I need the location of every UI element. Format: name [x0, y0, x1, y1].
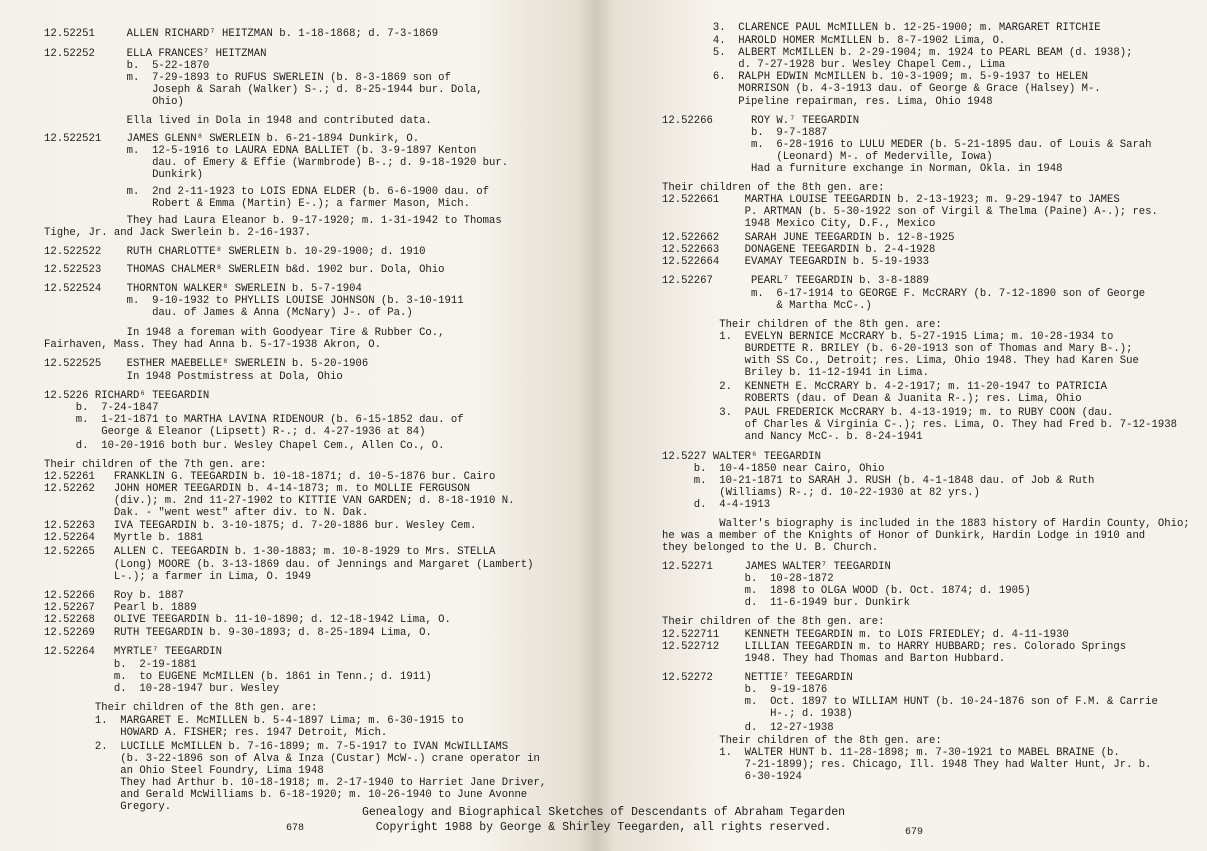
left-page-text-line: George & Eleanor (Lipsett) R-.; d. 4-27-1936 at 84) — [44, 426, 426, 438]
left-page-text-line: 12.522524 THORNTON WALKER⁸ SWERLEIN b. 5-7-1904 — [44, 283, 362, 295]
right-page-text-line: d. 11-6-1949 bur. Dunkirk — [662, 597, 910, 609]
left-page — [0, 0, 596, 851]
right-page-text-line: b. 10-28-1872 — [662, 573, 834, 585]
right-page-text-line: d. 12-27-1938 — [662, 722, 834, 734]
right-page-text-line: Their children of the 8th gen. are: — [662, 182, 885, 194]
right-page-text-line: 1948. They had Thomas and Barton Hubbard. — [662, 653, 1006, 665]
left-page-number: 678 — [286, 823, 305, 834]
left-page-text-line: 12.522522 RUTH CHARLOTTE⁸ SWERLEIN b. 10-29-1900; d. 1910 — [44, 246, 426, 258]
right-page-text-line: m. Oct. 1897 to WILLIAM HUNT (b. 10-24-1876 son of F.M. & Carrie — [662, 696, 1158, 708]
right-page-text-line: 12.52267 PEARL⁷ TEEGARDIN b. 3-8-1889 — [662, 275, 930, 287]
right-page-text-line: 7-21-1899); res. Chicago, Ill. 1948 They had Walter Hunt, Jr. b. — [662, 759, 1152, 771]
right-page-text-line: Had a furniture exchange in Norman, Okla. in 1948 — [662, 163, 1063, 175]
right-page-text-line: Their children of the 8th gen. are: — [662, 319, 942, 331]
right-page-text-line: Their children of the 8th gen. are: — [662, 735, 942, 747]
left-page-text-line: 12.5226 RICHARD⁶ TEEGARDIN — [44, 390, 210, 402]
right-page-text-line: Their children of the 8th gen. are: — [662, 616, 885, 628]
left-page-text-line: dau. of James & Anna (McNary) J-. of Pa.) — [44, 307, 413, 319]
left-page-text-line: 1. MARGARET E. McMILLEN b. 5-4-1897 Lima; m. 6-30-1915 to — [44, 715, 464, 727]
left-page-text-line: They had Laura Eleanor b. 9-17-1920; m. 1-31-1942 to Thomas — [44, 215, 502, 227]
right-page-text-line: ROBERTS (dau. of Dean & Juanita R-.); res. Lima, Ohio — [662, 393, 1082, 405]
right-page-text-line: Pipeline repairman, res. Lima, Ohio 1948 — [662, 96, 993, 108]
right-page-text-line: m. 10-21-1871 to SARAH J. RUSH (b. 4-1-1848 dau. of Job & Ruth — [662, 475, 1095, 487]
left-page-text-line: Robert & Emma (Martin) E-.); a farmer Mason, Mich. — [44, 198, 470, 210]
right-page-text-line: 12.522711 KENNETH TEEGARDIN m. to LOIS FRIEDLEY; d. 4-11-1930 — [662, 629, 1069, 641]
right-page-text-line: b. 9-19-1876 — [662, 684, 828, 696]
left-page-text-line: (Long) MOORE (b. 3-13-1869 dau. of Jennings and Margaret (Lambert) — [44, 559, 534, 571]
right-page-text-line: 12.522662 SARAH JUNE TEEGARDIN b. 12-8-1925 — [662, 232, 955, 244]
right-page-text-line: (Leonard) M-. of Mederville, Iowa) — [662, 151, 993, 163]
right-page-text-line: m. 1898 to OLGA WOOD (b. Oct. 1874; d. 1905) — [662, 585, 1031, 597]
left-page-text-line: Their children of the 8th gen. are: — [44, 702, 318, 714]
left-page-text-line: 2. LUCILLE McMILLEN b. 7-16-1899; m. 7-5-1917 to IVAN McWILLIAMS — [44, 741, 509, 753]
right-page-text-line: & Martha McC-.) — [662, 300, 872, 312]
left-page-text-line: Joseph & Sarah (Walker) S-.; d. 8-25-1944 bur. Dola, — [44, 84, 483, 96]
left-page-text-line: (b. 3-22-1896 son of Alva & Inza (Custar) McW-.) crane operator in — [44, 753, 540, 765]
right-page-text-line: 6. RALPH EDWIN McMILLEN b. 10-3-1909; m. 5-9-1937 to HELEN — [662, 71, 1088, 83]
left-page-text-line: 12.52265 ALLEN C. TEEGARDIN b. 1-30-1883; m. 10-8-1929 to Mrs. STELLA — [44, 546, 496, 558]
left-page-text-line: HOWARD A. FISHER; res. 1947 Detroit, Mich. — [44, 727, 388, 739]
left-page-text-line: 12.52264 MYRTLE⁷ TEEGARDIN — [44, 646, 223, 658]
left-page-text-line: dau. of Emery & Effie (Warmbrode) B-.; d. 9-18-1920 bur. — [44, 157, 509, 169]
left-page-text-line: 12.52269 RUTH TEEGARDIN b. 9-30-1893; d. 8-25-1894 Lima, O. — [44, 627, 432, 639]
right-page-text-line: 12.522664 EVAMAY TEEGARDIN b. 5-19-1933 — [662, 256, 930, 268]
right-page-text-line: 4. HAROLD HOMER McMILLEN b. 8-7-1902 Lima, O. — [662, 35, 1006, 47]
left-page-text-line: 12.52252 ELLA FRANCES⁷ HEITZMAN — [44, 48, 267, 60]
left-page-text-line: m. 9-10-1932 to PHYLLIS LOUISE JOHNSON (b. 3-10-1911 — [44, 295, 464, 307]
right-page-text-line: 6-30-1924 — [662, 771, 802, 783]
right-page-text-line: 12.5227 WALTER⁶ TEEGARDIN — [662, 451, 821, 463]
right-page-text-line: H-.; d. 1938) — [662, 708, 853, 720]
right-page-text-line: MORRISON (b. 4-3-1913 dau. of George & Grace (Halsey) M-. — [662, 83, 1101, 95]
left-page-text-line: Their children of the 7th gen. are: — [44, 459, 267, 471]
right-page-text-line: d. 4-4-1913 — [662, 499, 771, 511]
left-page-text-line: 12.52266 Roy b. 1887 — [44, 590, 184, 602]
right-page-text-line: d. 7-27-1928 bur. Wesley Chapel Cem., Lima — [662, 59, 1006, 71]
left-page-text-line: Fairhaven, Mass. They had Anna b. 5-17-1938 Akron, O. — [44, 339, 381, 351]
right-page-text-line: 1948 Mexico City, D.F., Mexico — [662, 218, 936, 230]
right-page-text-line: m. 6-17-1914 to GEORGE F. McCRARY (b. 7-12-1890 son of George — [662, 288, 1146, 300]
left-page-text-line: In 1948 a foreman with Goodyear Tire & Rubber Co., — [44, 327, 445, 339]
left-page-text-line: 12.522523 THOMAS CHALMER⁸ SWERLEIN b&d. 1902 bur. Dola, Ohio — [44, 264, 445, 276]
right-page-text-line: 1. WALTER HUNT b. 11-28-1898; m. 7-30-1921 to MABEL BRAINE (b. — [662, 747, 1120, 759]
left-page-text-line: 12.52262 JOHN HOMER TEEGARDIN b. 4-14-1873; m. to MOLLIE FERGUSON — [44, 483, 470, 495]
right-page-text-line: they belonged to the U. B. Church. — [662, 542, 879, 554]
left-page-text-line: 12.522521 JAMES GLENN⁸ SWERLEIN b. 6-21-1894 Dunkirk, O. — [44, 133, 420, 145]
footer-copyright: Copyright 1988 by George & Shirley Teegarden, all rights reserved. — [375, 821, 832, 834]
right-page-text-line: 12.52272 NETTIE⁷ TEEGARDIN — [662, 672, 853, 684]
left-page-text-line: m. 12-5-1916 to LAURA EDNA BALLIET (b. 3-9-1897 Kenton — [44, 145, 477, 157]
left-page-text-line: 12.52267 Pearl b. 1889 — [44, 602, 197, 614]
right-page-text-line: (Williams) R-.; d. 10-22-1930 at 82 yrs.) — [662, 487, 980, 499]
right-page-text-line: with SS Co., Detroit; res. Lima, Ohio 1948. They had Karen Sue — [662, 355, 1139, 367]
left-page-text-line: They had Arthur b. 10-18-1918; m. 2-17-1940 to Harriet Jane Driver, — [44, 777, 547, 789]
left-page-text-line: m. to EUGENE McMILLEN (b. 1861 in Tenn.; d. 1911) — [44, 671, 432, 683]
right-page-text-line: 2. KENNETH E. McCRARY b. 4-2-1917; m. 11-20-1947 to PATRICIA — [662, 381, 1108, 393]
right-page — [596, 0, 1207, 851]
right-page-text-line: BURDETTE R. BRILEY (b. 6-20-1913 son of Thomas and Mary B-.); — [662, 343, 1133, 355]
right-page-text-line: b. 10-4-1850 near Cairo, Ohio — [662, 463, 885, 475]
right-page-text-line: P. ARTMAN (b. 5-30-1922 son of Virgil & Thelma (Paine) A-.); res. — [662, 206, 1158, 218]
left-page-text-line: d. 10-28-1947 bur. Wesley — [44, 683, 280, 695]
left-page-text-line: 12.52268 OLIVE TEEGARDIN b. 11-10-1890; d. 12-18-1942 Lima, O. — [44, 614, 451, 626]
left-page-text-line: Tighe, Jr. and Jack Swerlein b. 2-16-1937. — [44, 227, 312, 239]
left-page-text-line: Dak. - "went west" after div. to N. Dak. — [44, 507, 369, 519]
left-page-text-line: 12.52261 FRANKLIN G. TEEGARDIN b. 10-18-1871; d. 10-5-1876 bur. Cairo — [44, 471, 496, 483]
right-page-text-line: 12.522712 LILLIAN TEEGARDIN m. to HARRY HUBBARD; res. Colorado Springs — [662, 641, 1127, 653]
left-page-text-line: 12.52263 IVA TEEGARDIN b. 3-10-1875; d. 7-20-1886 bur. Wesley Cem. — [44, 520, 477, 532]
left-page-text-line: L-.); a farmer in Lima, O. 1949 — [44, 571, 312, 583]
right-page-text-line: he was a member of the Knights of Honor of Dunkirk, Hardin Lodge in 1910 and — [662, 530, 1146, 542]
left-page-text-line: m. 7-29-1893 to RUFUS SWERLEIN (b. 8-3-1869 son of — [44, 72, 451, 84]
left-page-text-line: Dunkirk) — [44, 169, 203, 181]
right-page-text-line: 1. EVELYN BERNICE McCRARY b. 5-27-1915 Lima; m. 10-28-1934 to — [662, 331, 1114, 343]
left-page-text-line: (div.); m. 2nd 11-27-1902 to KITTIE VAN GARDEN; d. 8-18-1910 N. — [44, 495, 515, 507]
left-page-text-line: Ella lived in Dola in 1948 and contributed data. — [44, 115, 432, 127]
left-page-text-line: 12.52264 Myrtle b. 1881 — [44, 532, 203, 544]
right-page-text-line: of Charles & Virginia C-.); res. Lima, O. They had Fred b. 7-12-1938 — [662, 419, 1177, 431]
left-page-text-line: m. 2nd 2-11-1923 to LOIS EDNA ELDER (b. 6-6-1900 dau. of — [44, 186, 490, 198]
left-page-text-line: Gregory. — [44, 801, 172, 813]
left-page-text-line: 12.52251 ALLEN RICHARD⁷ HEITZMAN b. 1-18-1868; d. 7-3-1869 — [44, 28, 439, 40]
left-page-text-line: m. 1-21-1871 to MARTHA LAVINA RIDENOUR (b. 6-15-1852 dau. of — [44, 414, 464, 426]
right-page-text-line: 12.522663 DONAGENE TEEGARDIN b. 2-4-1928 — [662, 244, 936, 256]
right-page-text-line: m. 6-28-1916 to LULU MEDER (b. 5-21-1895 dau. of Louis & Sarah — [662, 139, 1152, 151]
right-page-number: 679 — [905, 827, 924, 838]
right-page-text-line: Briley b. 11-12-1941 in Lima. — [662, 367, 930, 379]
left-page-text-line: Ohio) — [44, 96, 184, 108]
left-page-text-line: b. 7-24-1847 — [44, 402, 159, 414]
right-page-text-line: 5. ALBERT McMILLEN b. 2-29-1904; m. 1924 to PEARL BEAM (d. 1938); — [662, 47, 1133, 59]
left-page-text-line: an Ohio Steel Foundry, Lima 1948 — [44, 765, 324, 777]
right-page-text-line: 3. PAUL FREDERICK McCRARY b. 4-13-1919; m. to RUBY COON (dau. — [662, 407, 1114, 419]
right-page-text-line: 12.522661 MARTHA LOUISE TEEGARDIN b. 2-13-1923; m. 9-29-1947 to JAMES — [662, 194, 1120, 206]
right-page-text-line: 12.52271 JAMES WALTER⁷ TEEGARDIN — [662, 561, 891, 573]
left-page-text-line: In 1948 Postmistress at Dola, Ohio — [44, 371, 343, 383]
right-page-text-line: 3. CLARENCE PAUL McMILLEN b. 12-25-1900; m. MARGARET RITCHIE — [662, 22, 1101, 34]
right-page-text-line: b. 9-7-1887 — [662, 127, 828, 139]
left-page-text-line: 12.522525 ESTHER MAEBELLE⁸ SWERLEIN b. 5-20-1906 — [44, 358, 369, 370]
left-page-text-line: d. 10-20-1916 both bur. Wesley Chapel Cem., Allen Co., O. — [44, 440, 445, 452]
right-page-text-line: and Nancy McC-. b. 8-24-1941 — [662, 431, 923, 443]
left-page-text-line: and Gerald McWilliams b. 6-18-1920; m. 10-26-1940 to June Avonne — [44, 789, 528, 801]
right-page-text-line: Walter's biography is included in the 1883 history of Hardin County, Ohio; — [662, 518, 1190, 530]
left-page-text-line: b. 2-19-1881 — [44, 659, 197, 671]
footer-title: Genealogy and Biographical Sketches of Descendants of Abraham Tegarden — [361, 806, 846, 819]
left-page-text-line: b. 5-22-1870 — [44, 60, 210, 72]
right-page-text-line: 12.52266 ROY W.⁷ TEEGARDIN — [662, 115, 860, 127]
